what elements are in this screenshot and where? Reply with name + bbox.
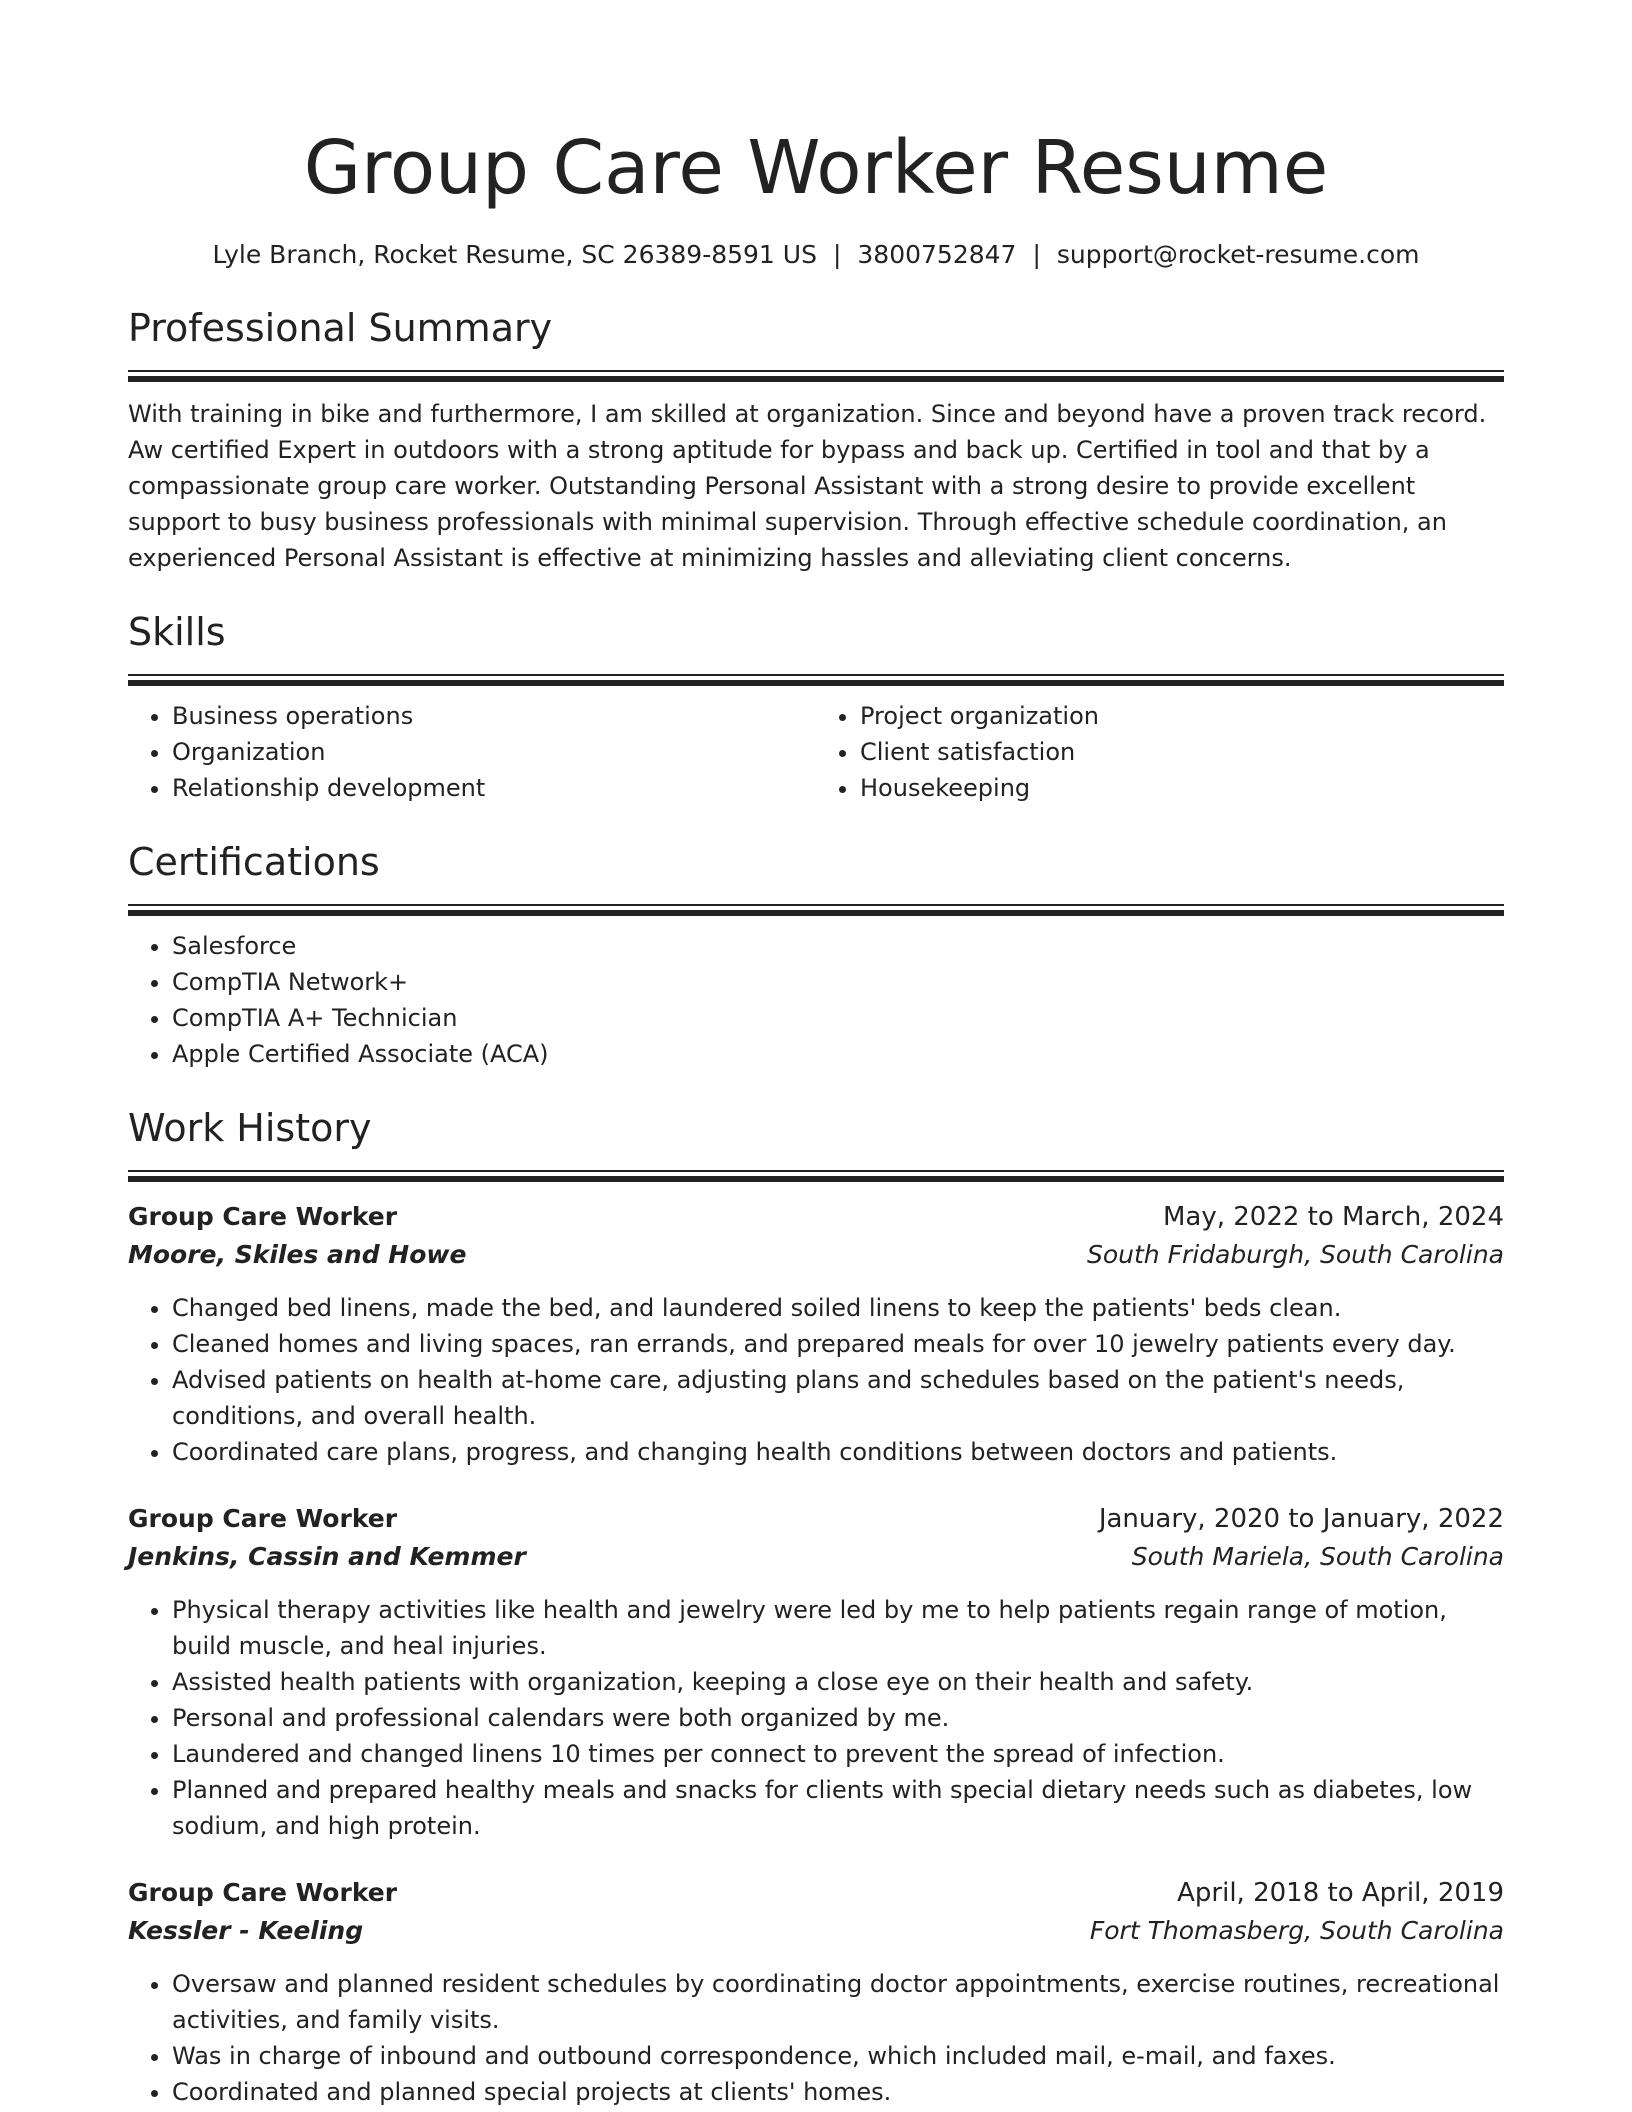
job-title: Group Care Worker	[128, 1202, 398, 1231]
job-location: Fort Thomasberg, South Carolina	[1089, 1916, 1504, 1945]
job-company-row	[128, 1236, 1504, 1274]
job-entry	[128, 1198, 1504, 1470]
list-item: • Project organization	[860, 698, 1504, 734]
job-company: Kessler - Keeling	[128, 1916, 364, 1945]
job-header-row	[128, 1500, 1504, 1538]
list-item: • Business operations	[172, 698, 816, 734]
list-item: • Client satisfaction	[860, 734, 1504, 770]
job-header-row	[128, 1874, 1504, 1912]
section-title: Professional Summary	[128, 306, 553, 350]
list-item: • Relationship development	[172, 770, 816, 806]
professional-summary-section	[128, 302, 1504, 576]
job-entry	[128, 1874, 1504, 2110]
section-divider	[128, 1170, 1504, 1180]
job-duties-list	[128, 1290, 1504, 1470]
list-item: • Changed bed linens, made the bed, and laundered soiled linens to keep the patients' beds clean.	[172, 1290, 1504, 1326]
page-title: Group Care Worker Resume	[303, 125, 1329, 211]
job-title: Group Care Worker	[128, 1878, 398, 1907]
job-location: South Mariela, South Carolina	[1131, 1542, 1504, 1571]
job-duties-list	[128, 1592, 1504, 1844]
list-item: • Housekeeping	[860, 770, 1504, 806]
list-item: • Coordinated care plans, progress, and changing health conditions between doctors and patients.	[172, 1434, 1504, 1470]
job-header-row	[128, 1198, 1504, 1236]
work-history-section	[128, 1102, 1504, 2110]
job-company: Moore, Skiles and Howe	[128, 1240, 467, 1269]
job-dates: January, 2020 to January, 2022	[1098, 1504, 1504, 1534]
skills-section	[128, 606, 1504, 806]
list-item: • Laundered and changed linens 10 times per connect to prevent the spread of infection.	[172, 1736, 1504, 1772]
job-company: Jenkins, Cassin and Kemmer	[128, 1542, 526, 1571]
contact-email: support@rocket-resume.com	[1056, 240, 1420, 269]
job-location: South Fridaburgh, South Carolina	[1086, 1240, 1504, 1269]
job-company-row	[128, 1538, 1504, 1576]
list-item: • Advised patients on health at-home care, adjusting plans and schedules based on the patient's needs, conditions, and overall health.	[172, 1362, 1504, 1434]
certifications-section	[128, 836, 1504, 1072]
contact-separator: |	[832, 240, 842, 269]
certifications-list	[128, 928, 1504, 1072]
contact-line	[128, 238, 1504, 272]
list-item: • Salesforce	[172, 928, 1504, 964]
list-item: • Was in charge of inbound and outbound correspondence, which included mail, e-mail, and faxes.	[172, 2038, 1504, 2074]
skills-list-right	[816, 698, 1504, 806]
section-title: Certifications	[128, 840, 380, 884]
job-entry	[128, 1500, 1504, 1844]
list-item: • Cleaned homes and living spaces, ran errands, and prepared meals for over 10 jewelry patients every day.	[172, 1326, 1504, 1362]
job-dates: April, 2018 to April, 2019	[1177, 1878, 1504, 1908]
list-item: • Planned and prepared healthy meals and snacks for clients with special dietary needs such as diabetes, low sodium, and high protein.	[172, 1772, 1504, 1844]
section-divider	[128, 904, 1504, 914]
summary-text: With training in bike and furthermore, I am skilled at organization. Since and beyond have a proven track record. Aw certified Expert in outdoors with a strong aptitude for bypass and back up. Certified in tool and that by a compassionate group care worker. Outstanding Personal Assistant with a strong desire to provide excellent support to busy business professionals with minimal supervision. Through effective schedule coordination, an experienced Personal Assistant is effective at minimizing hassles and alleviating client concerns.	[128, 400, 1487, 572]
section-divider	[128, 370, 1504, 380]
job-duties-list	[128, 1966, 1504, 2110]
job-dates: May, 2022 to March, 2024	[1162, 1202, 1504, 1232]
contact-phone: 3800752847	[857, 240, 1017, 269]
list-item: • Coordinated and planned special projects at clients' homes.	[172, 2074, 1504, 2110]
list-item: • Apple Certified Associate (ACA)	[172, 1036, 1504, 1072]
section-title: Skills	[128, 610, 226, 654]
list-item: • Oversaw and planned resident schedules by coordinating doctor appointments, exercise routines, recreational activities, and family visits.	[172, 1966, 1504, 2038]
contact-address: Lyle Branch, Rocket Resume, SC 26389-8591 US	[212, 240, 817, 269]
list-item: • Assisted health patients with organization, keeping a close eye on their health and safety.	[172, 1664, 1504, 1700]
job-company-row	[128, 1912, 1504, 1950]
section-divider	[128, 674, 1504, 684]
job-title: Group Care Worker	[128, 1504, 398, 1533]
list-item: • Organization	[172, 734, 816, 770]
contact-separator: |	[1032, 240, 1041, 269]
list-item: • Personal and professional calendars were both organized by me.	[172, 1700, 1504, 1736]
list-item: • Physical therapy activities like health and jewelry were led by me to help patients regain range of motion, build muscle, and heal injuries.	[172, 1592, 1504, 1664]
skills-list-left	[128, 698, 816, 806]
section-title: Work History	[128, 1106, 372, 1150]
list-item: • CompTIA A+ Technician	[172, 1000, 1504, 1036]
list-item: • CompTIA Network+	[172, 964, 1504, 1000]
skills-grid	[128, 684, 1504, 806]
